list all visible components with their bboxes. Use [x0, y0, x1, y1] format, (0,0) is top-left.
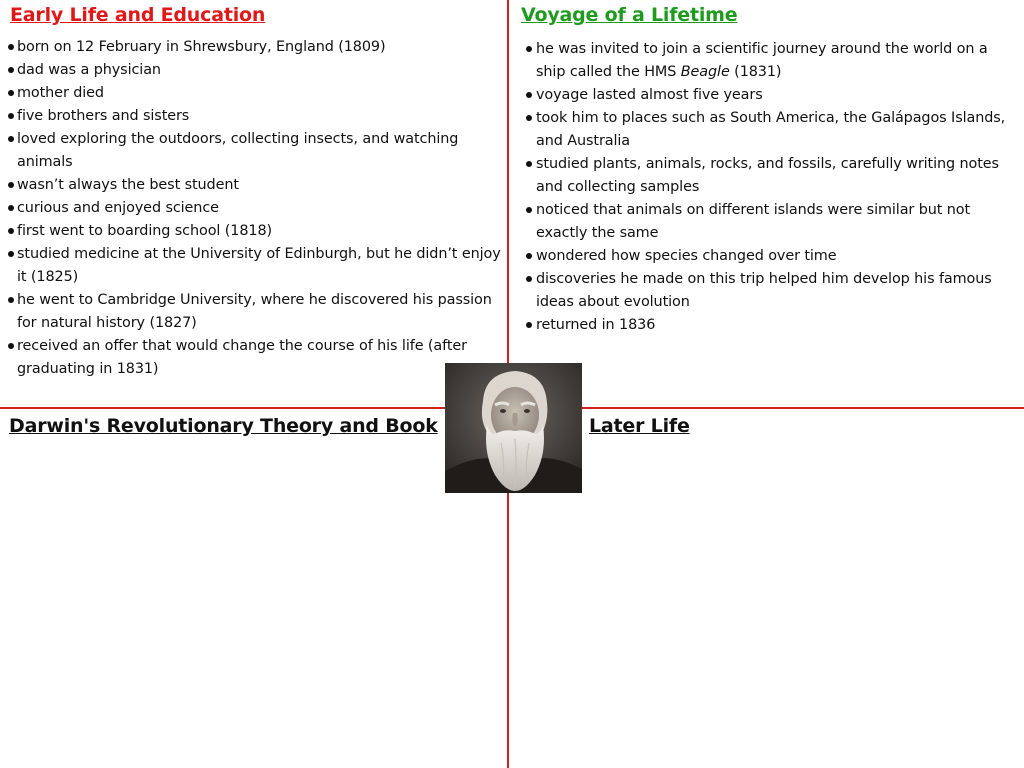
bullet-text: received an offer that would change the course of his life (after graduating in 1831): [17, 338, 467, 377]
quadrant-later-life: [589, 413, 1009, 439]
bullet-text: born on 12 February in Shrewsbury, England (1809): [17, 39, 386, 55]
bullet-text: noticed that animals on different islands were similar but not exactly the same: [536, 202, 971, 241]
voyage-heading: Voyage of a Lifetime: [521, 4, 738, 26]
bullet-text: discoveries he made on this trip helped him develop his famous ideas about evolution: [536, 271, 992, 310]
voyage-bullet: [523, 245, 1016, 268]
bullet-text: wondered how species changed over time: [536, 248, 837, 264]
bullet-text: first went to boarding school (1818): [17, 223, 273, 239]
bullet-text: wasn’t always the best student: [17, 177, 239, 193]
bullet-text-part: (1831): [729, 64, 782, 80]
bullet-text: curious and enjoyed science: [17, 200, 219, 216]
early-life-bullet: [8, 289, 502, 335]
voyage-bullet: [523, 314, 1016, 337]
portrait-image-icon: [445, 363, 582, 493]
early-life-list: [10, 36, 502, 381]
voyage-bullet: [523, 199, 1016, 245]
ship-name: Beagle: [680, 64, 730, 80]
bullet-text: he went to Cambridge University, where he discovered his passion for natural history (1827): [17, 292, 492, 331]
voyage-bullet: [523, 107, 1016, 153]
voyage-list: [521, 38, 1016, 337]
theory-heading: Darwin's Revolutionary Theory and Book: [9, 415, 438, 437]
early-life-bullet: [8, 82, 502, 105]
bullet-text: took him to places such as South America, the Galápagos Islands, and Australia: [536, 110, 1006, 149]
bullet-text: voyage lasted almost five years: [536, 87, 763, 103]
quadrant-early-life: [10, 2, 502, 381]
voyage-bullet: [523, 153, 1016, 199]
early-life-heading: Early Life and Education: [10, 4, 266, 26]
bullet-text-part: he was invited to join a scientific journey around the world on a ship called the HMS: [536, 41, 988, 80]
bullet-text: five brothers and sisters: [17, 108, 190, 124]
bullet-text: dad was a physician: [17, 62, 161, 78]
bullet-text: returned in 1836: [536, 317, 656, 333]
early-life-bullet: [8, 59, 502, 82]
early-life-bullet: [8, 335, 502, 381]
early-life-bullet: [8, 174, 502, 197]
bullet-text: [536, 41, 988, 80]
voyage-bullet: [523, 38, 1016, 84]
early-life-bullet: [8, 243, 502, 289]
early-life-bullet: [8, 36, 502, 59]
bullet-text: loved exploring the outdoors, collecting insects, and watching animals: [17, 131, 459, 170]
bullet-text: studied plants, animals, rocks, and fossils, carefully writing notes and collecting samples: [536, 156, 999, 195]
bullet-text: studied medicine at the University of Edinburgh, but he didn’t enjoy it (1825): [17, 246, 501, 285]
later-life-heading: Later Life: [589, 415, 690, 437]
early-life-bullet: [8, 220, 502, 243]
early-life-bullet: [8, 197, 502, 220]
early-life-bullet: [8, 128, 502, 174]
quadrant-theory: [9, 413, 439, 439]
voyage-bullet: [523, 84, 1016, 107]
quadrant-voyage: [521, 2, 1016, 337]
voyage-bullet: [523, 268, 1016, 314]
bullet-text: mother died: [17, 85, 104, 101]
darwin-portrait: [445, 363, 582, 493]
early-life-bullet: [8, 105, 502, 128]
